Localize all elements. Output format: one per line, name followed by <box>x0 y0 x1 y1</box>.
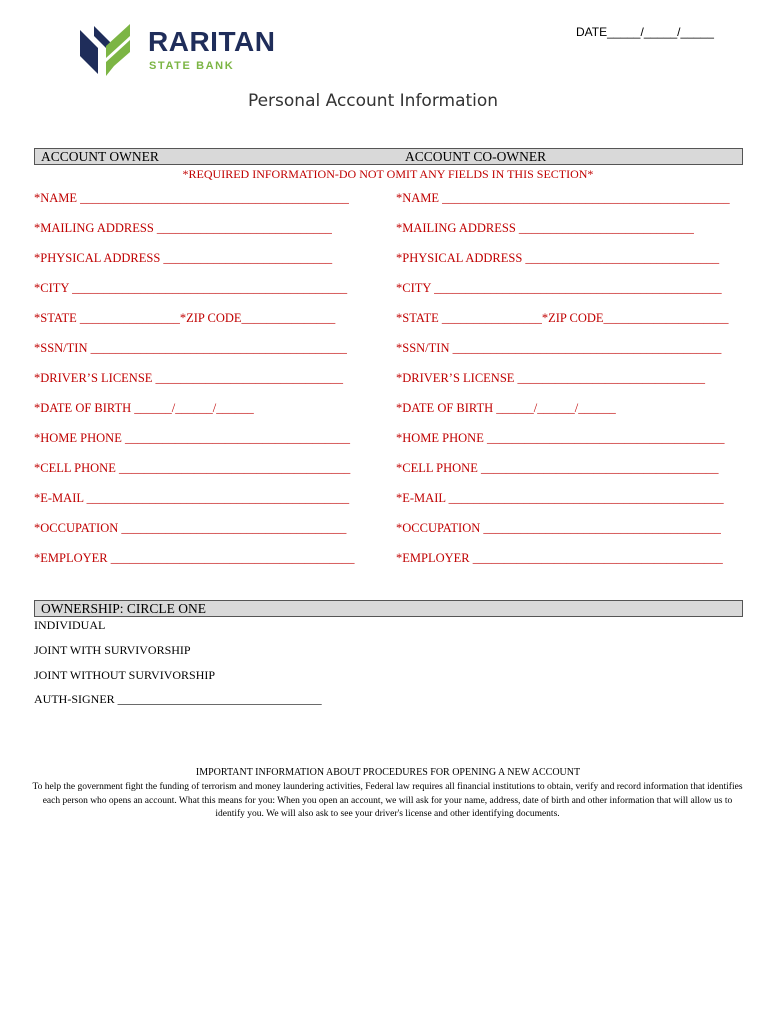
coowner-physical-address-field[interactable]: *PHYSICAL ADDRESS _______________________________ <box>396 251 720 265</box>
owner-section-header <box>34 148 743 165</box>
owner-cell-phone-field[interactable]: *CELL PHONE _____________________________________ <box>34 461 351 475</box>
owner-state-zip-field[interactable]: *STATE ________________*ZIP CODE_______________ <box>34 311 336 325</box>
owner-drivers-license-field[interactable]: *DRIVER’S LICENSE ______________________________ <box>34 371 344 385</box>
coowner-dob-field[interactable]: *DATE OF BIRTH ______/______/______ <box>396 401 616 415</box>
owner-physical-address-field[interactable]: *PHYSICAL ADDRESS ___________________________ <box>34 251 333 265</box>
account-owner-heading: ACCOUNT OWNER <box>41 149 159 164</box>
coowner-email-field[interactable]: *E-MAIL ____________________________________________ <box>396 491 724 505</box>
coowner-ssn-field[interactable]: *SSN/TIN ___________________________________________ <box>396 341 722 355</box>
account-coowner-heading: ACCOUNT CO-OWNER <box>405 149 547 164</box>
owner-home-phone-field[interactable]: *HOME PHONE ____________________________________ <box>34 431 350 445</box>
bank-logo <box>80 24 280 80</box>
logo-mark-icon <box>80 24 138 78</box>
ownership-section-header <box>34 600 743 617</box>
notice-body: To help the government fight the funding of terrorism and money laundering activities, Federal law requires all financial institutions to obtain, verify and record information that identifies each person who opens an account. What this means for you: When you open an account, we will ask for your name, address, date of birth and other information that will allow us to identify you. We will also ask to see your driver's license and other identifying documents. <box>32 782 743 819</box>
required-note: *REQUIRED INFORMATION-DO NOT OMIT ANY FIELDS IN THIS SECTION* <box>182 167 594 181</box>
ownership-heading: OWNERSHIP: CIRCLE ONE <box>41 601 206 616</box>
coowner-mailing-address-field[interactable]: *MAILING ADDRESS ____________________________ <box>396 221 694 235</box>
page-title: Personal Account Information <box>247 91 499 111</box>
owner-dob-field[interactable]: *DATE OF BIRTH ______/______/______ <box>34 401 254 415</box>
notice-title: IMPORTANT INFORMATION ABOUT PROCEDURES FOR OPENING A NEW ACCOUNT <box>195 767 581 778</box>
coowner-name-field[interactable]: *NAME ______________________________________________ <box>396 191 730 205</box>
ownership-option-joint-without-survivorship[interactable]: JOINT WITHOUT SURVIVORSHIP <box>34 668 216 682</box>
owner-city-field[interactable]: *CITY ____________________________________________ <box>34 281 348 295</box>
date-field[interactable]: DATE_____/_____/_____ <box>576 25 714 39</box>
owner-email-field[interactable]: *E-MAIL __________________________________________ <box>34 491 350 505</box>
coowner-cell-phone-field[interactable]: *CELL PHONE ______________________________________ <box>396 461 719 475</box>
ownership-option-joint-with-survivorship[interactable]: JOINT WITH SURVIVORSHIP <box>34 643 191 657</box>
ownership-option-individual[interactable]: INDIVIDUAL <box>34 618 106 632</box>
coowner-city-field[interactable]: *CITY ______________________________________________ <box>396 281 722 295</box>
owner-employer-field[interactable]: *EMPLOYER _______________________________________ <box>34 551 355 565</box>
logo-name: RARITAN <box>148 26 276 57</box>
logo-subtitle: STATE BANK <box>149 60 235 72</box>
owner-occupation-field[interactable]: *OCCUPATION ____________________________________ <box>34 521 347 535</box>
ownership-option-auth-signer[interactable]: AUTH-SIGNER __________________________________ <box>34 692 322 706</box>
coowner-state-zip-field[interactable]: *STATE ________________*ZIP CODE____________________ <box>396 311 729 325</box>
coowner-occupation-field[interactable]: *OCCUPATION ______________________________________ <box>396 521 721 535</box>
owner-mailing-address-field[interactable]: *MAILING ADDRESS ____________________________ <box>34 221 332 235</box>
owner-name-field[interactable]: *NAME ___________________________________________ <box>34 191 349 205</box>
coowner-home-phone-field[interactable]: *HOME PHONE ______________________________________ <box>396 431 725 445</box>
coowner-employer-field[interactable]: *EMPLOYER ________________________________________ <box>396 551 723 565</box>
coowner-drivers-license-field[interactable]: *DRIVER’S LICENSE ______________________________ <box>396 371 706 385</box>
owner-ssn-field[interactable]: *SSN/TIN _________________________________________ <box>34 341 347 355</box>
